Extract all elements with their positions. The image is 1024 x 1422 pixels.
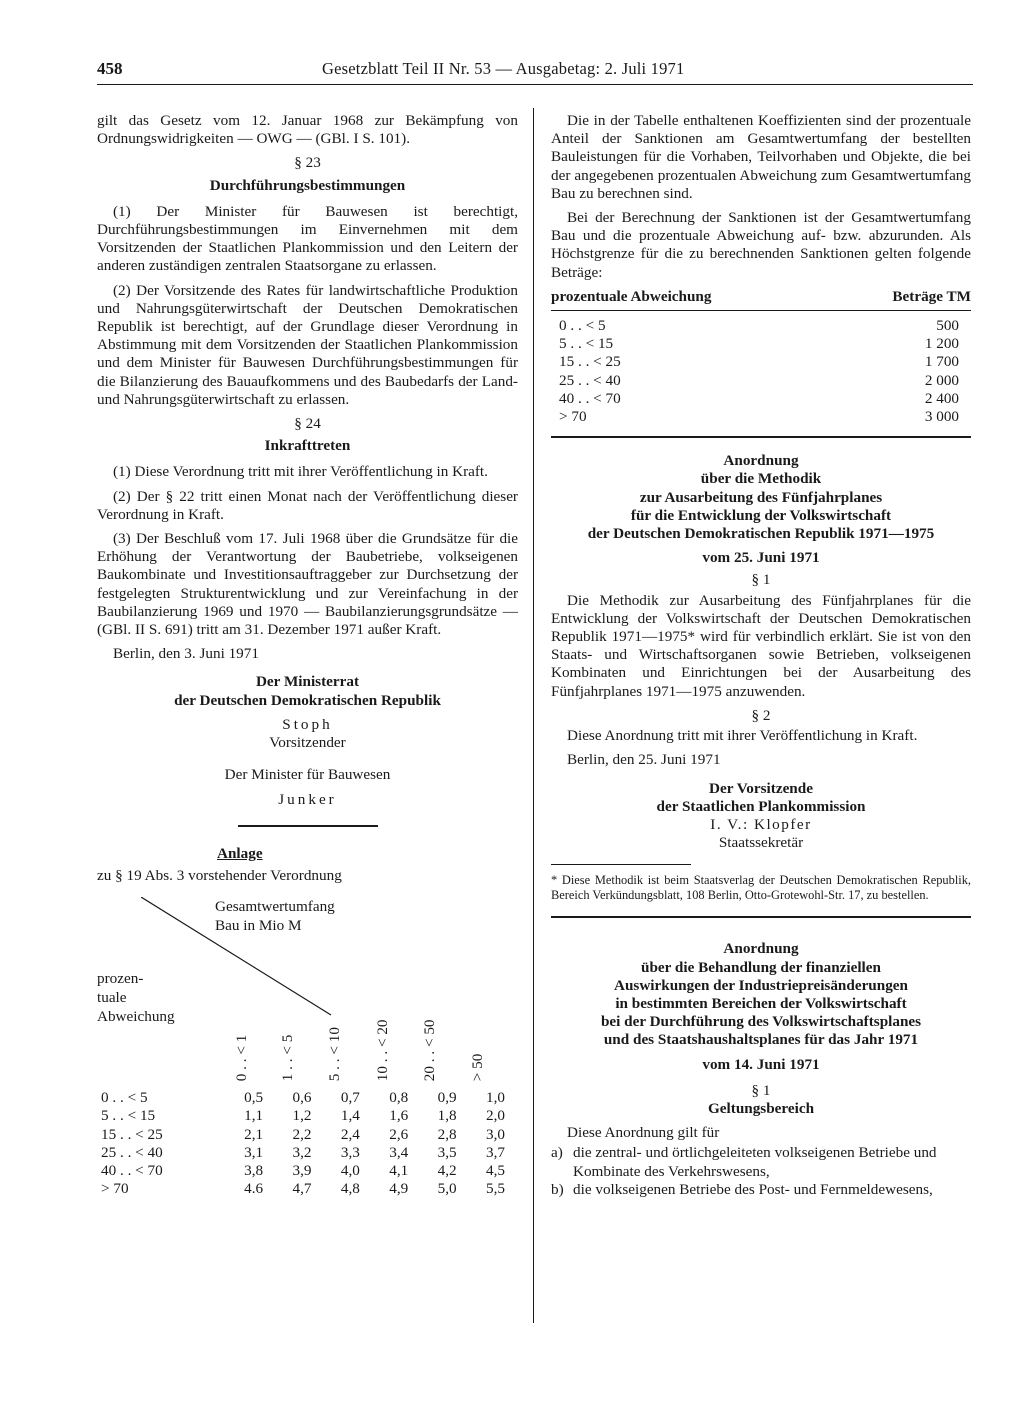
table-row — [551, 353, 971, 371]
row-label: 15 . . < 25 — [101, 1125, 163, 1143]
matrix-column-label: 1 . . < 5 — [278, 1034, 296, 1082]
matrix-column-header — [215, 897, 335, 935]
amount-cell: 2 400 — [924, 389, 959, 407]
table-cell: 2,8 — [437, 1125, 457, 1143]
amount-cell: 3 000 — [924, 408, 959, 426]
item-a-text: die zentral- und örtlichgeleiteten volkseigenen Betriebe und Kombinate des Verkehrswesens, — [573, 1144, 937, 1180]
section-23-heading: Durchführungsbestimmungen — [209, 176, 406, 194]
coefficient-explanation: Die in der Tabelle enthaltenen Koeffizienten sind der prozentuale Anteil der Sanktionen am Gesamtwertumfang der bestellten Bauleistungen für die Vorhaben, Teilvorhaben und Objekte, die bei der angegebenen prozentualen Abweichung zum Gesamtwertumfang Bau zu berechnen sind. — [551, 112, 971, 202]
left-column — [97, 112, 518, 1198]
table-cell: 1,2 — [292, 1107, 312, 1125]
table-cell: 3,7 — [486, 1143, 505, 1161]
ordinance-1-title-3: zur Ausarbeitung des Fünfjahrplanes — [639, 488, 883, 506]
ordinance-2-title-6: und des Staatshaushaltsplanes für das Jahr 1971 — [603, 1031, 919, 1049]
table-cell: 3,1 — [244, 1143, 264, 1161]
table-cell: 2,2 — [292, 1125, 312, 1143]
ordinance-2-item-a — [551, 1144, 971, 1180]
table-row — [97, 1180, 507, 1198]
section-23-para-2: (2) Der Vorsitzende des Rates für landwirtschaftliche Produktion und Nahrungsgüterwirtschaft der Deutschen Demokratischen Republik ist berechtigt, auf der Grundlage dieser Verordnung in Abstimmung mit dem Vorsitzenden der Staatlichen Plankommission und dem Minister für Bauwesen Durchführungsbestimmungen für die Bilanzierung des Bauaufkommens und des Baubedarfs der Land- und Nahrungsgüterwirtschaft zu erlassen. — [97, 281, 518, 408]
ordinance-1-s1-text: Die Methodik zur Ausarbeitung des Fünfjahrplanes für die Entwicklung der Volkswirtschaft der Deutschen Demokratischen Republik 1971—1975* wird für verbindlich erklärt. Sie ist von den Staats- und Wirtschaftsorganen sowie Betrieben, volkseigenen Kombinaten und Einrichtungen bei der Ausarbeitung des Fünfjahrplanes 1971—1975 anzuwenden. — [551, 591, 971, 700]
table-cell: 4.6 — [244, 1180, 264, 1198]
table-cell: 4,7 — [292, 1180, 312, 1198]
annex-reference: zu § 19 Abs. 3 vorstehender Verordnung — [97, 866, 342, 884]
matrix-column-label: > 50 — [468, 1053, 486, 1082]
table-cell: 2,4 — [340, 1125, 360, 1143]
ordinance-1-s1-title: § 1 — [751, 571, 771, 589]
matrix-column-label: 10 . . < 20 — [373, 1019, 391, 1082]
range-cell: 15 . . < 25 — [559, 353, 621, 371]
table-cell: 3,4 — [389, 1143, 409, 1161]
table-cell: 4,9 — [389, 1180, 409, 1198]
table-cell: 1,0 — [486, 1089, 505, 1107]
table-row — [97, 1144, 507, 1162]
table-cell: 4,2 — [437, 1161, 457, 1179]
table-cell: 5,0 — [437, 1180, 457, 1198]
table-cell: 0,7 — [340, 1089, 360, 1107]
section-23-title: § 23 — [294, 154, 321, 172]
table-cell: 0,9 — [437, 1089, 457, 1107]
row-label: > 70 — [101, 1180, 129, 1198]
ordinance-1-s2-title: § 2 — [751, 706, 771, 724]
column-divider — [533, 108, 534, 1323]
ordinance-1-title-1: Anordnung — [723, 452, 799, 470]
section-23-para-1: (1) Der Minister für Bauwesen ist berechtigt, Durchführungsbestimmungen im Einvernehmen mit dem Vorsitzenden der Staatlichen Plankommission und den Leitern der anderen zuständigen zentralen Staatsorgane zu erlassen. — [97, 202, 518, 275]
header-rule — [97, 84, 973, 85]
section-24-para-3: (3) Der Beschluß vom 17. Juli 1968 über die Grundsätze für die Erhöhung der Verantwortung der Baubetriebe, volkseigenen Baukombinate und Investitionsauftraggeber zur Durchsetzung der festgelegten Strukturentwicklung und zur Vereinfachung in der Baubilanzierung 1969 und 1970 — Baubilanzierungsgrundsätze — (GBl. II S. 691) tritt am 31. Dezember 1971 außer Kraft. — [97, 530, 518, 639]
table-row — [551, 372, 971, 390]
ordinance-2-title-3: Auswirkungen der Industriepreisänderungen — [614, 976, 908, 994]
ordinance-1-footnote: * Diese Methodik ist beim Staatsverlag der Deutschen Demokratischen Republik, Bereich Verkündungsblatt, 108 Berlin, Otto-Grotewohl-Str. 17, zu bestellen. — [551, 873, 971, 902]
rounding-explanation: Bei der Berechnung der Sanktionen ist der Gesamtwertumfang Bau und die prozentuale Abweichung auf- bzw. abzurunden. Als Höchstgrenze für die zu berechnenden Sanktionen gelten folgende Beträge: — [551, 209, 971, 281]
max-sanction-table — [551, 317, 971, 426]
table-cell: 3,9 — [292, 1161, 312, 1179]
annex-title: Anlage — [217, 844, 263, 862]
ordinance-2-title-2: über die Behandlung der finanziellen — [641, 958, 881, 976]
row-header-line-2: tuale — [97, 989, 127, 1007]
ordinance-1-signature-line-1: Der Vorsitzende — [709, 779, 813, 797]
table-cell: 4,8 — [340, 1180, 360, 1198]
section-24-para-2: (2) Der § 22 tritt einen Monat nach der Veröffentlichung dieser Verordnung in Kraft. — [97, 487, 518, 523]
amount-cell: 500 — [936, 317, 959, 335]
right-column — [551, 112, 971, 1199]
table-cell: 0,8 — [389, 1089, 409, 1107]
ordinance-2-s1-title: § 1 — [751, 1081, 771, 1099]
row-label: 5 . . < 15 — [101, 1107, 156, 1125]
matrix-column-labels — [97, 1005, 518, 1085]
amount-cell: 1 200 — [924, 335, 959, 353]
range-cell: > 70 — [559, 408, 587, 426]
table-cell: 3,8 — [244, 1161, 264, 1179]
item-b-label: b) — [551, 1180, 564, 1198]
ordinance-1-signature-line-2: der Staatlichen Plankommission — [656, 797, 866, 815]
table-row — [551, 335, 971, 353]
table-cell: 0,6 — [292, 1089, 312, 1107]
ordinance-1-place-date: Berlin, den 25. Juni 1971 — [567, 751, 721, 769]
section-24-title: § 24 — [294, 415, 321, 433]
max-sanction-table-header — [551, 288, 971, 311]
table-cell: 4,0 — [340, 1161, 360, 1179]
amount-cell: 1 700 — [924, 353, 959, 371]
table-cell: 2,6 — [389, 1125, 409, 1143]
ordinance-2-title-4: in bestimmten Bereichen der Volkswirtschaft — [615, 994, 907, 1012]
matrix-header — [97, 885, 518, 1085]
ordinance-separator-2 — [551, 916, 971, 918]
table-row — [551, 317, 971, 335]
row-header-line-3: Abweichung — [97, 1008, 175, 1026]
ordinance-2-date: vom 14. Juni 1971 — [702, 1055, 820, 1073]
max-sanction-header-left: prozentuale Abweichung — [551, 287, 712, 305]
ordinance-1-signature-role: Staatssekretär — [718, 834, 804, 852]
footnote-rule — [551, 864, 691, 865]
range-cell: 40 . . < 70 — [559, 389, 621, 407]
table-row — [97, 1107, 507, 1125]
table-cell: 2,1 — [244, 1125, 264, 1143]
matrix-column-label: 20 . . < 50 — [420, 1019, 438, 1082]
table-cell: 4,5 — [486, 1161, 505, 1179]
table-cell: 4,1 — [389, 1161, 409, 1179]
sanction-coefficient-table — [97, 1089, 507, 1198]
signature-role-chair: Vorsitzender — [269, 734, 346, 752]
ordinance-2-title-1: Anordnung — [723, 940, 799, 958]
ordinance-1-title-5: der Deutschen Demokratischen Republik 1971—1975 — [587, 525, 935, 543]
range-cell: 25 . . < 40 — [559, 371, 621, 389]
signature-council-line-2: der Deutschen Demokratischen Republik — [174, 691, 441, 709]
ordinance-1-s2-text: Diese Anordnung tritt mit ihrer Veröffentlichung in Kraft. — [567, 727, 918, 745]
table-cell: 1,1 — [244, 1107, 264, 1125]
running-head: Gesetzblatt Teil II Nr. 53 — Ausgabetag: 2. Juli 1971 — [322, 59, 685, 78]
range-cell: 5 . . < 15 — [559, 335, 614, 353]
place-date: Berlin, den 3. Juni 1971 — [113, 645, 259, 663]
column-header-line-1: Gesamtwertumfang — [215, 898, 335, 916]
table-row — [97, 1089, 507, 1107]
ordinance-1-title-4: für die Entwicklung der Volkswirtschaft — [630, 506, 892, 524]
table-cell: 1,4 — [340, 1107, 360, 1125]
intro-paragraph: gilt das Gesetz vom 12. Januar 1968 zur Bekämpfung von Ordnungswidrigkeiten — OWG — (GBl. I S. 101). — [97, 112, 518, 148]
amount-cell: 2 000 — [924, 371, 959, 389]
matrix-column-label: 5 . . < 10 — [325, 1026, 343, 1082]
column-header-line-2: Bau in Mio M — [215, 917, 302, 935]
ordinance-2-intro: Diese Anordnung gilt für — [567, 1124, 720, 1142]
table-row — [97, 1162, 507, 1180]
signature-council-line-1: Der Ministerrat — [255, 673, 360, 691]
table-row — [97, 1126, 507, 1144]
ordinance-2-s1-heading: Geltungsbereich — [707, 1099, 815, 1117]
table-row — [551, 390, 971, 408]
signature-minister-role: Der Minister für Bauwesen — [224, 766, 391, 784]
max-sanction-header-right: Beträge TM — [892, 287, 971, 305]
row-label: 0 . . < 5 — [101, 1089, 148, 1107]
table-cell: 0,5 — [244, 1089, 264, 1107]
matrix-column-label: 0 . . < 1 — [232, 1034, 250, 1082]
table-cell: 2,0 — [486, 1107, 505, 1125]
table-cell: 3,5 — [437, 1143, 457, 1161]
item-b-text: die volkseigenen Betriebe des Post- und Fernmeldewesens, — [573, 1180, 933, 1198]
signature-name-stoph: Stoph — [282, 715, 333, 733]
ordinance-1-date: vom 25. Juni 1971 — [702, 549, 820, 567]
page-number: 458 — [97, 59, 123, 78]
table-row — [551, 408, 971, 426]
ordinance-1-signature-name: I. V.: Klopfer — [710, 815, 812, 833]
table-cell: 3,3 — [340, 1143, 360, 1161]
row-header-line-1: prozen- — [97, 970, 144, 988]
item-a-label: a) — [551, 1144, 563, 1162]
section-separator — [238, 825, 378, 827]
signature-name-junker: Junker — [278, 790, 337, 808]
row-label: 40 . . < 70 — [101, 1161, 163, 1179]
section-24-para-1: (1) Diese Verordnung tritt mit ihrer Veröffentlichung in Kraft. — [113, 463, 488, 481]
table-cell: 1,8 — [437, 1107, 457, 1125]
table-cell: 3,2 — [292, 1143, 312, 1161]
ordinance-2-item-b — [551, 1181, 971, 1199]
table-cell: 3,0 — [486, 1125, 505, 1143]
section-24-heading: Inkrafttreten — [264, 437, 351, 455]
ordinance-2-title-5: bei der Durchführung des Volkswirtschaftsplanes — [600, 1013, 922, 1031]
range-cell: 0 . . < 5 — [559, 317, 606, 335]
row-label: 25 . . < 40 — [101, 1143, 163, 1161]
ordinance-1-title-2: über die Methodik — [700, 470, 822, 488]
table-cell: 1,6 — [389, 1107, 409, 1125]
table-cell: 5,5 — [486, 1180, 505, 1198]
ordinance-separator-1 — [551, 436, 971, 438]
